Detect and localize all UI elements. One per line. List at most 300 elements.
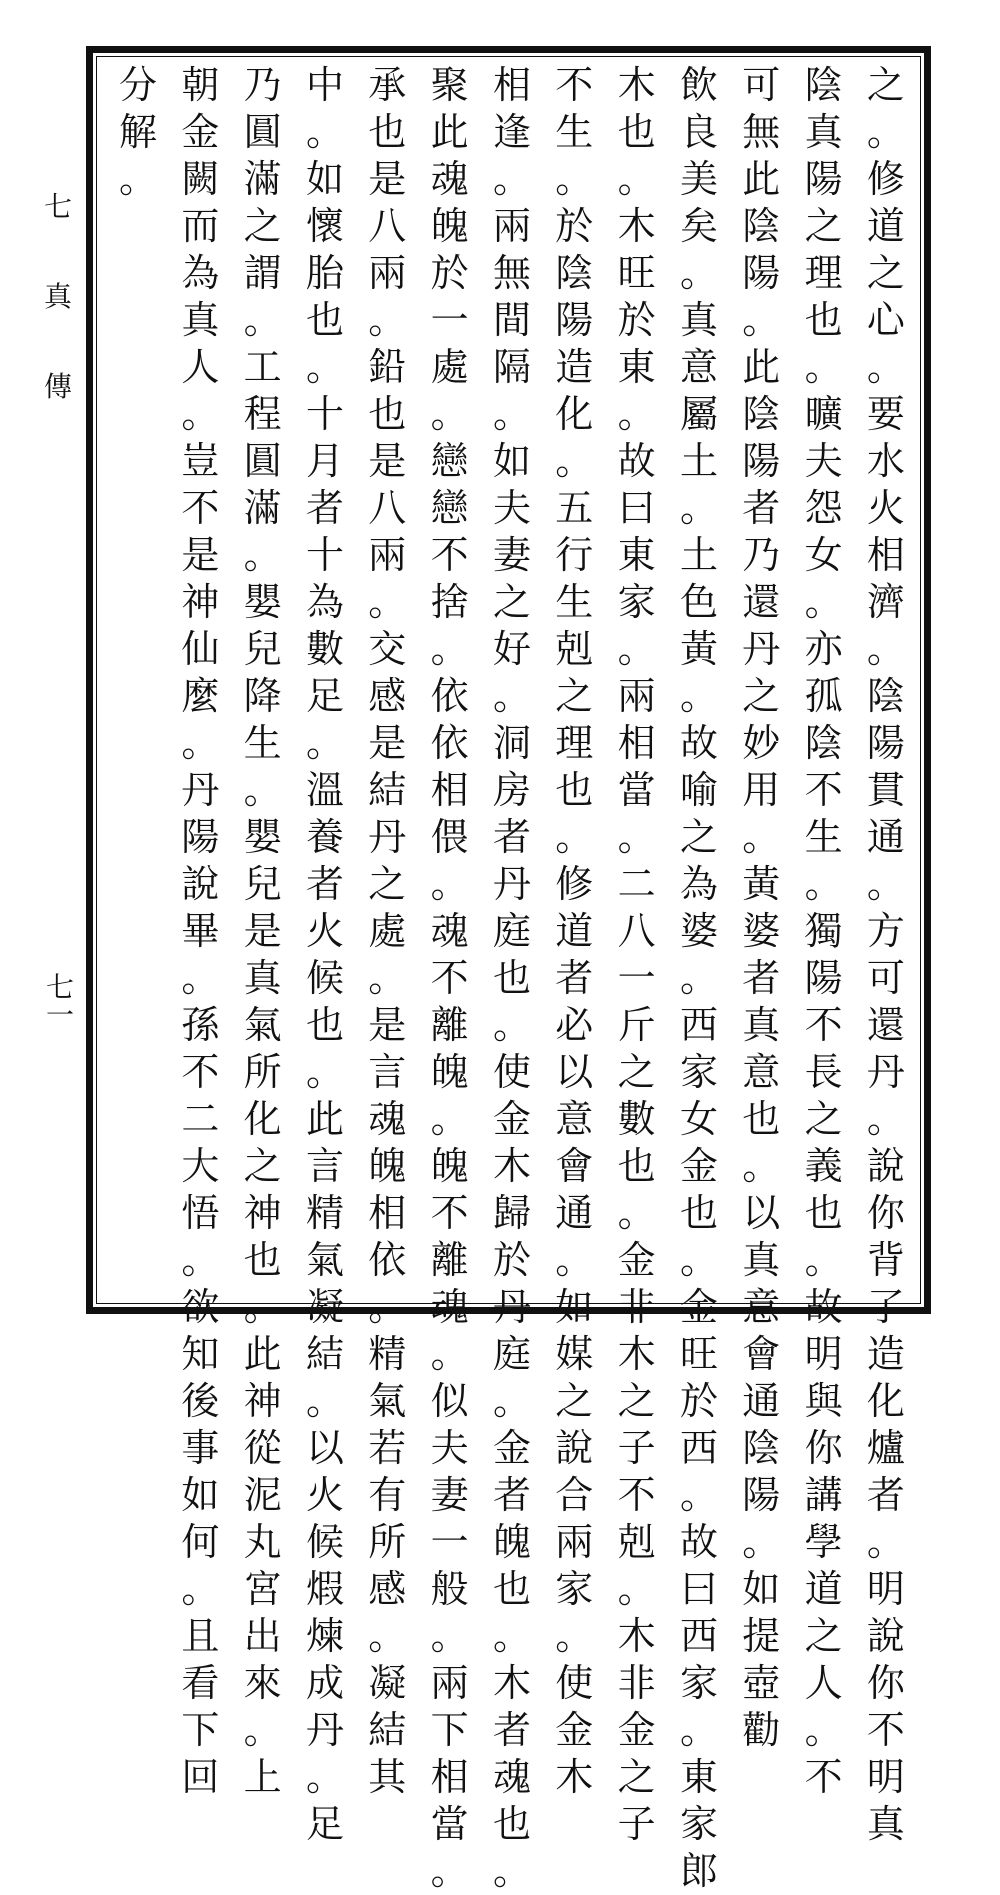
text-char: 足	[305, 674, 344, 718]
text-char: 處	[430, 345, 469, 389]
text-char: 。	[368, 298, 407, 342]
text-char: 妻	[492, 533, 531, 577]
text-char: 婆	[742, 909, 781, 953]
text-char: 陽	[555, 298, 594, 342]
text-char: 分	[118, 63, 157, 107]
text-column	[735, 62, 787, 1752]
text-char: 房	[492, 768, 531, 812]
text-char: 之	[804, 204, 843, 248]
text-char: 兒	[243, 627, 282, 671]
text-char: 良	[679, 110, 718, 154]
text-char: 凝	[368, 1661, 407, 1705]
text-char: 氣	[305, 1238, 344, 1282]
text-char: 背	[866, 1238, 905, 1282]
text-char: 工	[243, 345, 282, 389]
text-column	[237, 62, 289, 1799]
text-char: 。	[181, 1238, 220, 1282]
text-char: 者	[305, 486, 344, 530]
margin-title-char: 真	[43, 280, 72, 313]
text-char: 神	[243, 1379, 282, 1423]
text-char: 東	[617, 533, 656, 577]
text-char: 降	[243, 674, 282, 718]
text-char: 丹	[181, 768, 220, 812]
text-char: 依	[430, 674, 469, 718]
text-char: 方	[866, 909, 905, 953]
text-char: 滿	[243, 157, 282, 201]
text-char: 是	[368, 439, 407, 483]
text-char: 於	[617, 298, 656, 342]
text-char: 戀	[430, 439, 469, 483]
text-char: 使	[555, 1661, 594, 1705]
text-char: 金	[492, 1426, 531, 1470]
text-char: 陽	[742, 1473, 781, 1517]
text-char: 婆	[679, 909, 718, 953]
text-char: 修	[555, 862, 594, 906]
text-char: 感	[368, 1567, 407, 1611]
text-char: 胎	[305, 251, 344, 295]
text-char: 。	[430, 862, 469, 906]
text-char: 以	[305, 1426, 344, 1470]
text-char: 陰	[555, 251, 594, 295]
text-char: 。	[181, 392, 220, 436]
text-char: 意	[742, 1050, 781, 1094]
text-char: 通	[742, 1379, 781, 1423]
text-char: 飲	[679, 63, 718, 107]
text-char: 。	[430, 1097, 469, 1141]
text-char: 者	[305, 862, 344, 906]
text-char: 庭	[492, 909, 531, 953]
text-char: 一	[430, 1520, 469, 1564]
text-char: 。	[866, 110, 905, 154]
text-char: 丸	[243, 1520, 282, 1564]
text-char: 兩	[617, 674, 656, 718]
text-char: 看	[181, 1661, 220, 1705]
text-char: 還	[866, 1003, 905, 1047]
text-char: 成	[305, 1661, 344, 1705]
text-char: 丹	[368, 815, 407, 859]
text-char: 悟	[181, 1191, 220, 1235]
text-char: 若	[368, 1426, 407, 1470]
text-char: 可	[742, 63, 781, 107]
text-char: 陰	[804, 63, 843, 107]
text-char: 黃	[679, 627, 718, 671]
text-char: 通	[555, 1191, 594, 1235]
text-char: 造	[555, 345, 594, 389]
text-char: 生	[555, 110, 594, 154]
text-char: 足	[305, 1802, 344, 1846]
text-char: 之	[804, 1097, 843, 1141]
text-char: 凝	[305, 1285, 344, 1329]
text-char: 東	[617, 345, 656, 389]
text-char: 魂	[430, 909, 469, 953]
text-char: 。	[305, 1050, 344, 1094]
text-char: 。	[679, 251, 718, 295]
text-char: 。	[804, 1708, 843, 1752]
text-char: 木	[555, 1755, 594, 1799]
text-char: 也	[492, 1802, 531, 1846]
text-char: 必	[555, 1003, 594, 1047]
text-char: 修	[866, 157, 905, 201]
text-column	[299, 62, 351, 1846]
text-char: 西	[679, 1003, 718, 1047]
text-char: 相	[430, 768, 469, 812]
text-char: 不	[804, 768, 843, 812]
text-char: 黃	[742, 862, 781, 906]
text-char: 氣	[243, 1003, 282, 1047]
text-char: 不	[804, 1003, 843, 1047]
text-char: 何	[181, 1520, 220, 1564]
text-char: 意	[679, 345, 718, 389]
text-char: 壺	[742, 1661, 781, 1705]
text-char: 也	[492, 956, 531, 1000]
text-column	[611, 62, 663, 1846]
text-char: 會	[742, 1332, 781, 1376]
text-char: 獨	[804, 909, 843, 953]
text-char: 金	[181, 110, 220, 154]
text-char: 西	[679, 1426, 718, 1470]
text-char: 於	[492, 1238, 531, 1282]
text-char: 如	[492, 439, 531, 483]
text-char: 魄	[430, 1050, 469, 1094]
text-char: 要	[866, 392, 905, 436]
text-char: 陽	[742, 251, 781, 295]
text-char: 陽	[804, 956, 843, 1000]
text-char: 月	[305, 439, 344, 483]
text-char: 逢	[492, 110, 531, 154]
text-char: 朝	[181, 63, 220, 107]
text-char: 剋	[617, 1520, 656, 1564]
text-char: 爐	[866, 1426, 905, 1470]
text-char: 火	[305, 909, 344, 953]
text-char: 者	[492, 1708, 531, 1752]
text-char: 也	[492, 1567, 531, 1611]
text-char: 。	[742, 1144, 781, 1188]
text-char: 夫	[804, 439, 843, 483]
text-char: 戀	[430, 486, 469, 530]
text-char: 生	[804, 815, 843, 859]
text-char: 意	[742, 1285, 781, 1329]
text-char: 造	[866, 1332, 905, 1376]
text-char: 神	[181, 580, 220, 624]
text-column	[860, 62, 912, 1846]
text-column	[798, 62, 850, 1799]
text-char: 之	[617, 1379, 656, 1423]
text-char: 兩	[555, 1520, 594, 1564]
text-char: 長	[804, 1050, 843, 1094]
text-char: 。	[492, 1003, 531, 1047]
text-char: 。	[617, 1191, 656, 1235]
text-char: 還	[742, 580, 781, 624]
text-char: 也	[804, 1191, 843, 1235]
text-char: 。	[243, 768, 282, 812]
text-char: 之	[555, 674, 594, 718]
text-char: 相	[430, 1755, 469, 1799]
text-char: 陽	[866, 721, 905, 765]
text-char: 不	[430, 956, 469, 1000]
text-char: 家	[679, 1661, 718, 1705]
text-char: 人	[181, 345, 220, 389]
text-char: 數	[305, 627, 344, 671]
text-char: 濟	[866, 580, 905, 624]
text-char: 麼	[181, 674, 220, 718]
text-char: 氣	[368, 1379, 407, 1423]
text-char: 。	[368, 1285, 407, 1329]
text-char: 斤	[617, 1003, 656, 1047]
text-char: 旺	[679, 1332, 718, 1376]
text-char: 美	[679, 157, 718, 201]
text-char: 於	[430, 251, 469, 295]
margin-title-char: 傳	[43, 370, 72, 403]
text-column	[486, 62, 538, 1893]
text-char: 大	[181, 1144, 220, 1188]
text-char: 陰	[742, 392, 781, 436]
text-char: 無	[742, 110, 781, 154]
text-char: 兩	[368, 533, 407, 577]
text-char: 亦	[804, 627, 843, 671]
text-char: 之	[243, 1144, 282, 1188]
text-char: 矣	[679, 204, 718, 248]
text-char: 陰	[804, 721, 843, 765]
text-char: 二	[181, 1097, 220, 1141]
text-char: 木	[617, 63, 656, 107]
text-char: 之	[617, 1755, 656, 1799]
text-char: 陽	[804, 157, 843, 201]
text-column	[112, 62, 164, 1302]
text-char: 土	[679, 439, 718, 483]
text-char: 養	[305, 815, 344, 859]
text-char: 偎	[430, 815, 469, 859]
text-char: 化	[243, 1097, 282, 1141]
body-text	[112, 62, 912, 1893]
text-char: 。	[617, 1567, 656, 1611]
text-char: 相	[368, 1191, 407, 1235]
text-char: 木	[492, 1144, 531, 1188]
text-char: 一	[430, 298, 469, 342]
text-char: 。	[492, 392, 531, 436]
text-char: 為	[679, 862, 718, 906]
text-char: 所	[243, 1050, 282, 1094]
page-number: 七一	[42, 972, 75, 1028]
text-char: 。	[430, 1849, 469, 1893]
text-char: 旺	[617, 251, 656, 295]
text-char: 故	[679, 1520, 718, 1564]
text-char: 精	[368, 1332, 407, 1376]
text-char: 真	[866, 1802, 905, 1846]
text-char: 也	[305, 1003, 344, 1047]
text-char: 者	[492, 1473, 531, 1517]
text-char: 行	[555, 533, 594, 577]
text-char: 數	[617, 1097, 656, 1141]
text-char: 金	[679, 1144, 718, 1188]
text-char: 。	[555, 1238, 594, 1282]
text-char: 之	[866, 63, 905, 107]
text-char: 。	[243, 533, 282, 577]
text-char: 。	[866, 627, 905, 671]
text-char: 闕	[181, 157, 220, 201]
text-char: 也	[679, 1191, 718, 1235]
text-char: 此	[742, 157, 781, 201]
text-char: 明	[866, 1567, 905, 1611]
text-char: 好	[492, 627, 531, 671]
text-char: 來	[243, 1661, 282, 1705]
text-char: 也	[742, 1097, 781, 1141]
text-char: 是	[181, 533, 220, 577]
text-char: 人	[804, 1661, 843, 1705]
text-char: 曰	[617, 486, 656, 530]
text-char: 五	[555, 486, 594, 530]
text-char: 化	[866, 1379, 905, 1423]
text-char: 金	[617, 1708, 656, 1752]
text-char: 金	[555, 1708, 594, 1752]
text-char: 候	[305, 1520, 344, 1564]
text-char: 魄	[368, 1144, 407, 1188]
text-char: 言	[368, 1050, 407, 1094]
text-char: 意	[555, 1097, 594, 1141]
text-char: 會	[555, 1144, 594, 1188]
text-char: 謂	[243, 251, 282, 295]
text-char: 提	[742, 1614, 781, 1658]
text-char: 也	[617, 110, 656, 154]
text-char: 。	[679, 1238, 718, 1282]
text-char: 。	[430, 1614, 469, 1658]
text-char: 用	[742, 768, 781, 812]
text-char: 者	[866, 1473, 905, 1517]
text-char: 魄	[430, 1144, 469, 1188]
text-char: 不	[430, 1191, 469, 1235]
text-char: 真	[181, 298, 220, 342]
text-char: 丹	[742, 627, 781, 671]
text-column	[174, 62, 226, 1799]
text-char: 中	[305, 63, 344, 107]
text-char: 義	[804, 1144, 843, 1188]
text-char: 也	[368, 110, 407, 154]
text-char: 曠	[804, 392, 843, 436]
text-char: 。	[804, 345, 843, 389]
text-char: 處	[368, 909, 407, 953]
text-char: 。	[243, 298, 282, 342]
text-char: 。	[804, 862, 843, 906]
text-char: 。	[617, 627, 656, 671]
text-char: 以	[742, 1191, 781, 1235]
text-char: 媒	[555, 1332, 594, 1376]
margin-book-title	[38, 190, 78, 460]
text-char: 兩	[492, 204, 531, 248]
text-char: 妻	[430, 1473, 469, 1517]
text-char: 程	[243, 392, 282, 436]
text-char: 說	[181, 862, 220, 906]
text-char: 金	[617, 1238, 656, 1282]
text-char: 畢	[181, 909, 220, 953]
text-char: 勸	[742, 1708, 781, 1752]
text-char: 下	[430, 1708, 469, 1752]
text-char: 非	[617, 1285, 656, 1329]
text-char: 火	[866, 486, 905, 530]
text-char: 郎	[679, 1849, 718, 1893]
text-char: 非	[617, 1661, 656, 1705]
text-char: 候	[305, 956, 344, 1000]
text-char: 木	[617, 1332, 656, 1376]
text-char: 。	[492, 1379, 531, 1423]
text-char: 。	[368, 956, 407, 1000]
text-char: 結	[368, 768, 407, 812]
text-char: 。	[368, 1614, 407, 1658]
text-char: 木	[617, 204, 656, 248]
text-char: 溫	[305, 768, 344, 812]
text-char: 故	[804, 1285, 843, 1329]
text-char: 。	[804, 580, 843, 624]
text-char: 是	[243, 909, 282, 953]
text-char: 歸	[492, 1191, 531, 1235]
text-char: 魂	[368, 1097, 407, 1141]
text-char: 貫	[866, 768, 905, 812]
text-char: 之	[866, 251, 905, 295]
text-char: 依	[430, 721, 469, 765]
text-char: 相	[492, 63, 531, 107]
text-char: 。	[679, 486, 718, 530]
text-char: 。	[492, 1614, 531, 1658]
text-char: 。	[430, 1332, 469, 1376]
text-char: 如	[181, 1473, 220, 1517]
text-char: 子	[617, 1802, 656, 1846]
text-char: 八	[368, 486, 407, 530]
text-char: 為	[305, 580, 344, 624]
text-char: 也	[243, 1238, 282, 1282]
text-char: 。	[679, 1708, 718, 1752]
text-char: 乃	[243, 63, 282, 107]
text-char: 煉	[305, 1614, 344, 1658]
text-char: 如	[305, 157, 344, 201]
text-char: 之	[368, 862, 407, 906]
text-char: 陰	[742, 204, 781, 248]
text-char: 有	[368, 1473, 407, 1517]
text-char: 。	[866, 862, 905, 906]
text-char: 。	[679, 956, 718, 1000]
text-char: 言	[305, 1144, 344, 1188]
text-char: 此	[430, 110, 469, 154]
text-char: 夫	[430, 1426, 469, 1470]
text-char: 不	[430, 533, 469, 577]
text-char: 魄	[430, 204, 469, 248]
text-char: 宮	[243, 1567, 282, 1611]
text-char: 學	[804, 1520, 843, 1564]
text-char: 生	[555, 580, 594, 624]
text-char: 不	[181, 1050, 220, 1094]
text-char: 滿	[243, 486, 282, 530]
text-char: 且	[181, 1614, 220, 1658]
text-char: 妙	[742, 721, 781, 765]
text-char: 不	[804, 1755, 843, 1799]
text-char: 之	[492, 580, 531, 624]
text-char: 子	[617, 1426, 656, 1470]
text-char: 。	[742, 815, 781, 859]
text-char: 丹	[492, 1285, 531, 1329]
text-char: 乃	[742, 533, 781, 577]
text-char: 離	[430, 1238, 469, 1282]
text-char: 此	[305, 1097, 344, 1141]
text-char: 道	[866, 204, 905, 248]
text-char: 陰	[866, 674, 905, 718]
text-char: 一	[617, 956, 656, 1000]
text-char: 兒	[243, 862, 282, 906]
text-char: 也	[804, 298, 843, 342]
text-char: 。	[492, 1849, 531, 1893]
text-char: 仙	[181, 627, 220, 671]
text-char: 不	[617, 1473, 656, 1517]
text-char: 水	[866, 439, 905, 483]
text-char: 夫	[492, 486, 531, 530]
text-char: 結	[368, 1708, 407, 1752]
text-char: 是	[368, 1003, 407, 1047]
